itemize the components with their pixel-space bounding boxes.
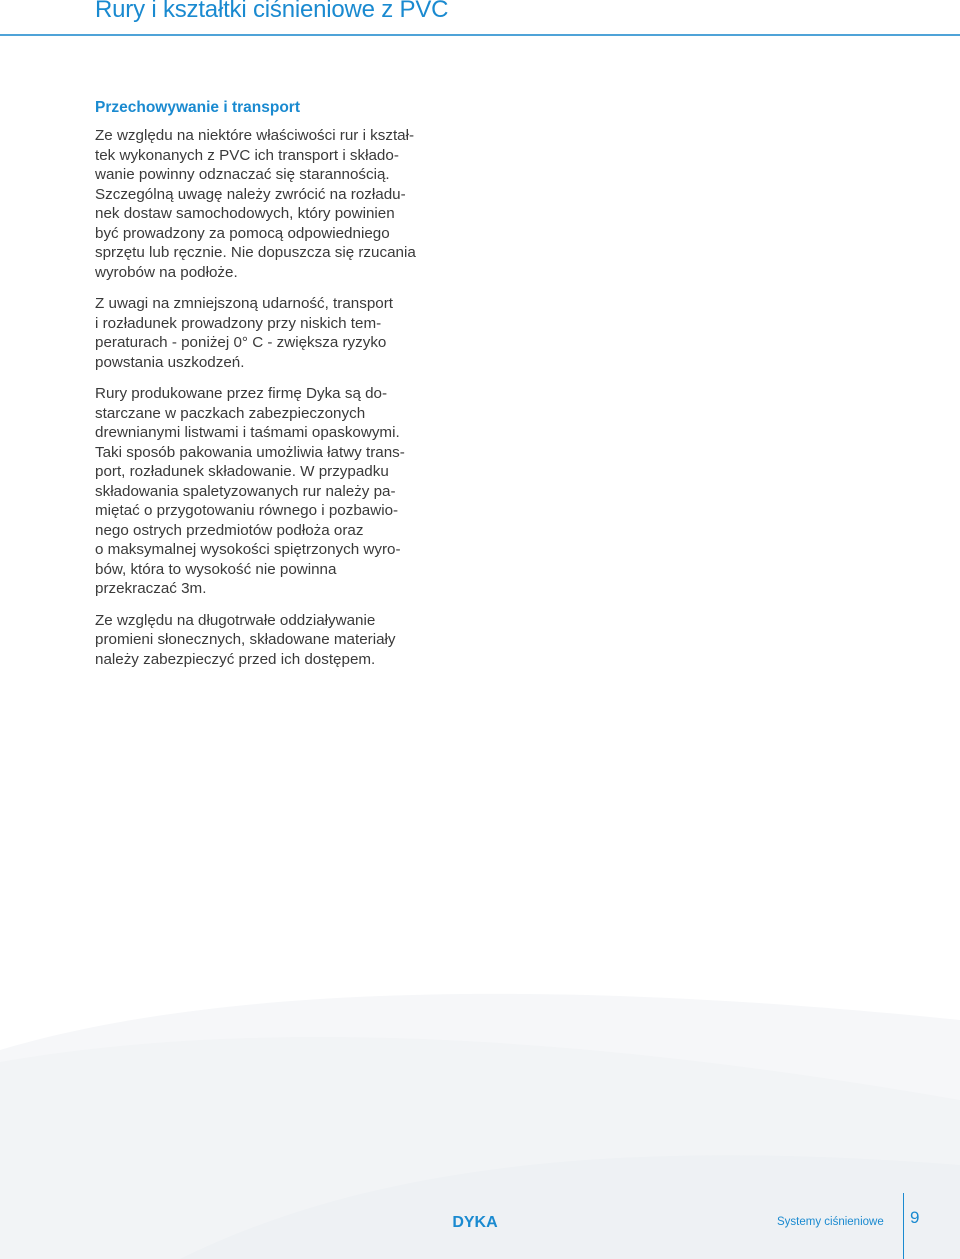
text-line: składowania spaletyzowanych rur należy pa- — [95, 482, 396, 500]
paragraph-4 — [95, 611, 455, 670]
text-line: wyrobów na podłoże. — [95, 263, 238, 281]
text-line: Taki sposób pakowania umożliwia łatwy trans- — [95, 443, 405, 461]
text-line: Rury produkowane przez firmę Dyka są do- — [95, 385, 388, 402]
paragraph-2 — [95, 294, 455, 372]
text-line: powstania uszkodzeń. — [95, 353, 245, 371]
text-line: promieni słonecznych, składowane materiały — [95, 631, 396, 648]
text-line: sprzętu lub ręcznie. Nie dopuszcza się rzucania — [95, 244, 416, 261]
text-line: wanie powinny odznaczać się starannością. — [95, 166, 390, 183]
content-column — [95, 97, 455, 681]
text-line: przekraczać 3m. — [95, 580, 207, 597]
dyka-logo — [444, 1212, 506, 1232]
text-line: port, rozładunek składowanie. W przypadku — [95, 463, 389, 480]
svg-text:DYKA: DYKA — [452, 1214, 498, 1231]
text-line: starczane w paczkach zabezpieczonych — [95, 404, 366, 422]
text-line: nek dostaw samochodowych, który powinien — [95, 205, 395, 222]
text-line: nego ostrych przedmiotów podłoża oraz — [95, 521, 364, 539]
paragraph-1 — [95, 126, 455, 282]
text-line: i rozładunek prowadzony przy niskich tem- — [95, 314, 382, 332]
page-number: 9 — [910, 1208, 920, 1227]
text-line: peraturach - poniżej 0° C - zwiększa ryzyko — [95, 334, 387, 351]
text-line: należy zabezpieczyć przed ich dostępem. — [95, 650, 376, 668]
page-header-title: Rury i kształtki ciśnieniowe z PVC — [95, 0, 449, 23]
text-line: być prowadzony za pomocą odpowiedniego — [95, 224, 390, 242]
text-line: Z uwagi na zmniejszoną udarność, transport — [95, 295, 393, 312]
footer-section-label: Systemy ciśnieniowe — [777, 1216, 884, 1228]
text-line: o maksymalnej wysokości spiętrzonych wyro- — [95, 541, 401, 558]
section-heading: Przechowywanie i transport — [95, 99, 300, 116]
text-line: tek wykonanych z PVC ich transport i składo- — [95, 146, 399, 164]
paragraph-3 — [95, 384, 455, 599]
footer-divider — [903, 1193, 904, 1259]
text-line: miętać o przygotowaniu równego i pozbawio- — [95, 502, 399, 519]
text-line: bów, która to wysokość nie powinna — [95, 560, 337, 578]
text-line: Ze względu na niektóre właściwości rur i kształ- — [95, 127, 415, 144]
header-divider — [0, 34, 960, 36]
text-line: Ze względu na długotrwałe oddziaływanie — [95, 611, 376, 629]
text-line: drewnianymi listwami i taśmami opaskowymi. — [95, 424, 400, 441]
text-line: Szczególną uwagę należy zwrócić na rozładu- — [95, 185, 406, 203]
